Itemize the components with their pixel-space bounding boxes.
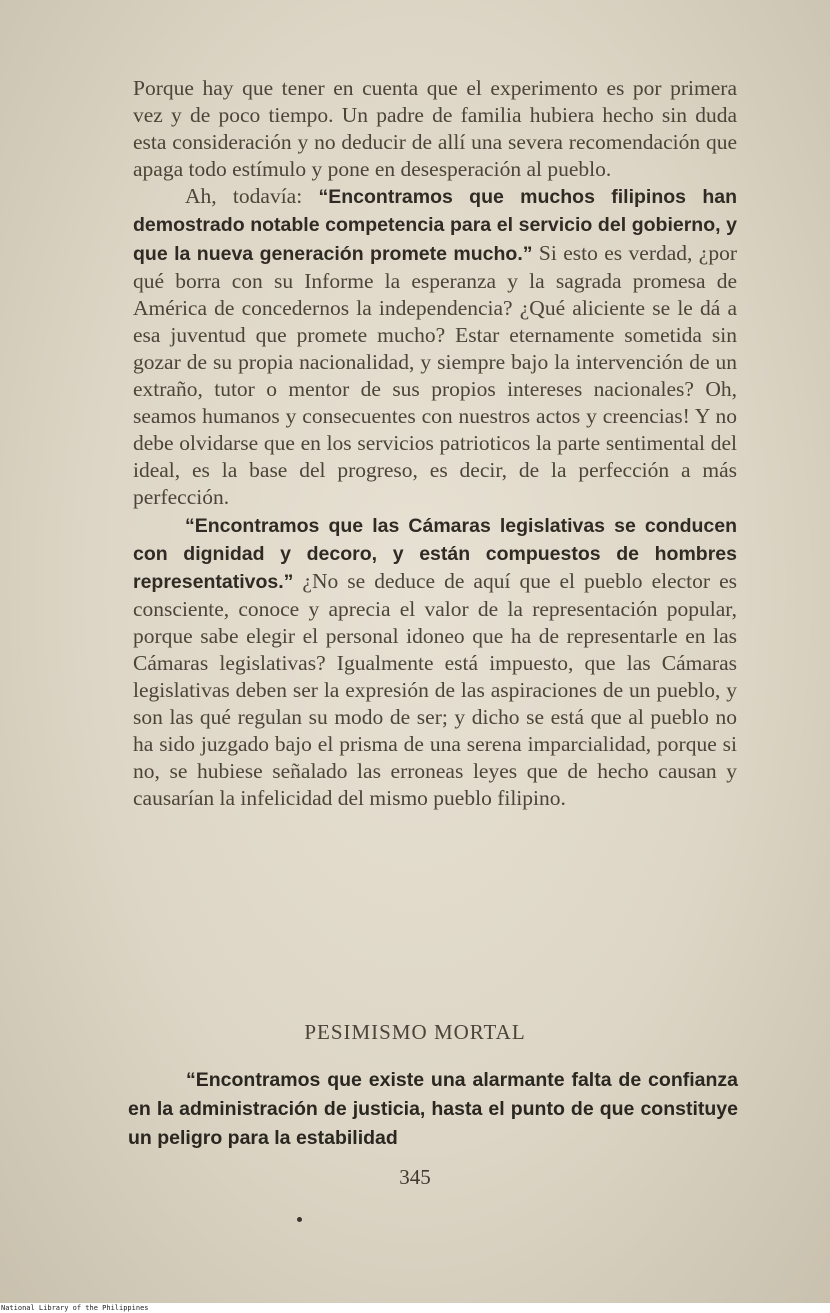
quoted-passage: “Encontramos que existe una alarmante falta de confianza en la administración de justicia, hasta el punto de que constituye un peligro para la estabilidad bbox=[128, 1069, 738, 1149]
quoted-text: “Encontramos que muchos filipinos han demostrado notable competencia para el servicio del gobierno, y que la nueva generación promete mucho.” bbox=[133, 186, 737, 265]
paragraph bbox=[133, 512, 737, 813]
library-credit: National Library of the Philippines bbox=[1, 1304, 149, 1312]
paragraph bbox=[133, 183, 737, 511]
ink-speck bbox=[297, 1217, 302, 1222]
body-sentence: Porque hay que tener en cuenta que el experimento es por primera vez y de poco tiempo. Un padre de familia hubiera hecho sin duda esta consideración y no deducir de allí una severa recomendación que apaga todo estímulo y pone en desesperación al pueblo. bbox=[133, 76, 737, 182]
section-heading: PESIMISMO MORTAL bbox=[304, 1020, 526, 1044]
body-sentence: Ah, todavía: bbox=[185, 184, 319, 209]
paragraph bbox=[133, 75, 737, 183]
body-text bbox=[133, 75, 737, 813]
body-sentence: ¿No se deduce de aquí que el pueblo elector es consciente, conoce y aprecia el valor de la representación popular, porque sabe elegir el personal idoneo que ha de representarle en las Cámaras legislativas? Igualmente está impuesto, que las Cámaras legislativas deben ser la expresión de las aspiraciones de un pueblo, y son las qué regulan su modo de ser; y dicho se está que al pueblo no ha sido juzgado bajo el prisma de una serena imparcialidad, porque si no, se hubiese señalado las erroneas leyes que de hecho causan y causarían la infelicidad del mismo pueblo filipino. bbox=[133, 568, 737, 811]
page-number: 345 bbox=[399, 1165, 431, 1189]
body-sentence: Si esto es verdad, ¿por qué borra con su Informe la esperanza y la sagrada promesa de América de concedernos la independencia? ¿Qué aliciente se le dá a esa juventud que promete mucho? Estar eternamente sometida sin gozar de su propia nacionalidad, y siempre bajo la intervención de un extraño, tutor o mentor de sus propios intereses nacionales? Oh, seamos humanos y consecuentes con nuestros actos y creencias! Y no debe olvidarse que en los servicios patrioticos la parte sentimental del ideal, es la base del progreso, es decir, de la perfección a más perfección. bbox=[133, 240, 737, 510]
quoted-text: “Encontramos que las Cámaras legislativas se conducen con dignidad y decoro, y están compuestos de hombres representativos.” bbox=[133, 514, 737, 593]
